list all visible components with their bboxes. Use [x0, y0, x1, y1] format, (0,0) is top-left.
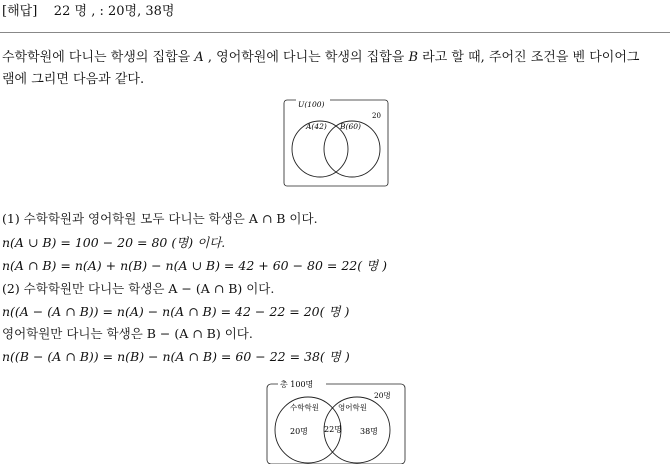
venn1-set-b-label: B(60) [340, 122, 361, 131]
venn-diagram-2 [264, 376, 408, 464]
answer-line [2, 4, 174, 20]
intro-text-c: 라고 할 때, 주어진 조건을 벤 다이어그 [418, 50, 640, 65]
venn2-total-label: 총 100명 [280, 380, 314, 389]
venn2-both-value: 22명 [324, 425, 342, 434]
answer-value-b: 20명, 38명 [107, 4, 175, 19]
venn1-universe-label: U(100) [298, 100, 325, 109]
venn1-outside-value: 20 [372, 112, 381, 120]
venn2-only-b-value: 38명 [360, 427, 378, 436]
step-5: n((A − (A ∩ B)) = n(A) − n(A ∩ B) = 42 − 22 = 20( 명 ) [2, 304, 350, 319]
step-7: n((B − (A ∩ B)) = n(B) − n(A ∩ B) = 60 − 22 = 38( 명 ) [2, 349, 350, 364]
answer-value-a: 22 [53, 4, 71, 19]
step-6: 영어학원만 다니는 학생은 B − (A ∩ B) 이다. [2, 326, 253, 341]
intro-text-b: , 영어학원에 다니는 학생의 집합을 [203, 50, 409, 65]
venn2-outside-value: 20명 [374, 391, 391, 400]
venn2-set-b-label: 영어학원 [338, 403, 367, 412]
intro-text-a: 수학학원에 다니는 학생의 집합을 [2, 50, 195, 65]
answer-label: [해답] [2, 4, 38, 19]
step-3: n(A ∩ B) = n(A) + n(B) − n(A ∪ B) = 42 + 60 − 80 = 22( 명 ) [2, 258, 388, 273]
venn2-set-a-label: 수학학원 [290, 403, 319, 412]
answer-unit-a: 명 [74, 4, 88, 19]
intro-set-a: A [194, 50, 204, 65]
step-1: (1) 수학학원과 영어학원 모두 다니는 학생은 A ∩ B 이다. [2, 211, 318, 226]
venn2-only-a-value: 20명 [290, 427, 308, 436]
intro-text-2: 램에 그리면 다음과 같다. [2, 72, 145, 87]
answer-separator: , : [91, 4, 104, 19]
divider [0, 32, 670, 33]
step-2: n(A ∪ B) = 100 − 20 = 80 (명) 이다. [2, 235, 226, 250]
venn-diagram-1 [282, 98, 390, 188]
step-4: (2) 수학학원만 다니는 학생은 A − (A ∩ B) 이다. [2, 281, 275, 296]
intro-set-b: B [408, 50, 419, 65]
venn1-set-a-label: A(42) [306, 122, 327, 131]
intro-line-2 [2, 72, 144, 88]
intro-line-1 [2, 50, 639, 66]
